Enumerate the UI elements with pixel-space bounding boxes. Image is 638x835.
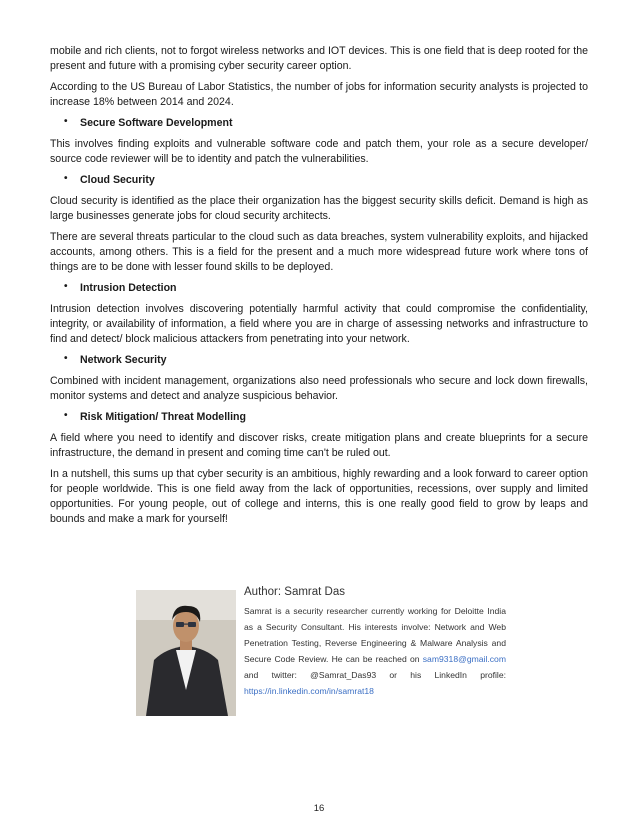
paragraph: A field where you need to identify and discover risks, create mitigation plans and create blueprints for a secure infrastructure, the demand in present and coming time can't be ruled out. bbox=[50, 432, 588, 459]
article-body bbox=[50, 44, 588, 533]
paragraph: According to the US Bureau of Labor Statistics, the number of jobs for information security analysts is projected to increase 18% between 2014 and 2024. bbox=[50, 81, 588, 108]
paragraph: This involves finding exploits and vulnerable software code and patch them, your role as a secure developer/ source code reviewer will be to identity and patch the vulnerabilities. bbox=[50, 138, 588, 165]
author-bio bbox=[244, 603, 506, 699]
page-number: 16 bbox=[313, 803, 325, 814]
bullet-icon: • bbox=[64, 173, 68, 184]
section-heading-intrusion-detection bbox=[64, 281, 588, 296]
bullet-icon: • bbox=[64, 116, 68, 127]
section-heading-risk-mitigation bbox=[64, 410, 588, 425]
paragraph: Cloud security is identified as the place their organization has the biggest security skills deficit. Demand is high as large businesses generate jobs for cloud security architects. bbox=[50, 195, 588, 222]
author-photo-image bbox=[136, 590, 236, 716]
paragraph: In a nutshell, this sums up that cyber security is an ambitious, highly rewarding and a look forward to career option for people worldwide. This is one field away from the lack of opportunities, recessions, over supply and limited opportunities. For young people, out of college and interns, this is one really good field to grow by leaps and bounds and make a mark for yourself! bbox=[50, 468, 588, 525]
heading-label: Intrusion Detection bbox=[80, 282, 177, 294]
section-heading-network-security bbox=[64, 353, 588, 368]
paragraph: mobile and rich clients, not to forgot wireless networks and IOT devices. This is one field that is deep rooted for the present and future with a promising cyber security career option. bbox=[50, 45, 588, 72]
paragraph: Intrusion detection involves discovering potentially harmful activity that could compromise the confidentiality, integrity, or availability of information, a field where you are in charge of assessing networks and infrastructure to find and detect/ block malicious attackers from penetrating into your network. bbox=[50, 303, 588, 345]
bullet-icon: • bbox=[64, 410, 68, 421]
author-linkedin-link[interactable]: https://in.linkedin.com/in/samrat18 bbox=[244, 686, 374, 696]
section-heading-secure-software bbox=[64, 116, 588, 131]
heading-label: Secure Software Development bbox=[80, 117, 233, 129]
heading-label: Cloud Security bbox=[80, 174, 155, 186]
author-photo bbox=[136, 590, 236, 716]
paragraph: Combined with incident management, organizations also need professionals who secure and lock down firewalls, monitor systems and detect and analyze suspicious behavior. bbox=[50, 375, 588, 402]
heading-label: Network Security bbox=[80, 354, 167, 366]
author-bio-text: Samrat is a security researcher currently working for Deloitte India as a Security Consultant. His interests involve: Network and Web Penetration Testing, Reverse Engineering & Malware Analysis and Secure Code Review. He can be reached on bbox=[244, 606, 506, 664]
bullet-icon: • bbox=[64, 281, 68, 292]
section-heading-cloud-security bbox=[64, 173, 588, 188]
paragraph: There are several threats particular to the cloud such as data breaches, system vulnerability exploits, and hijacked accounts, among others. This is a field for the present and a much more widespread future work where tons of things are to be done with lesser found skills to be deployed. bbox=[50, 231, 588, 273]
heading-label: Risk Mitigation/ Threat Modelling bbox=[80, 411, 246, 423]
author-email-link[interactable]: sam9318@gmail.com bbox=[422, 654, 506, 664]
bullet-icon: • bbox=[64, 353, 68, 364]
author-name: Author: Samrat Das bbox=[244, 586, 345, 598]
author-bio-text: and twitter: @Samrat_Das93 or his LinkedIn profile: bbox=[244, 670, 506, 680]
author-box bbox=[136, 586, 506, 716]
